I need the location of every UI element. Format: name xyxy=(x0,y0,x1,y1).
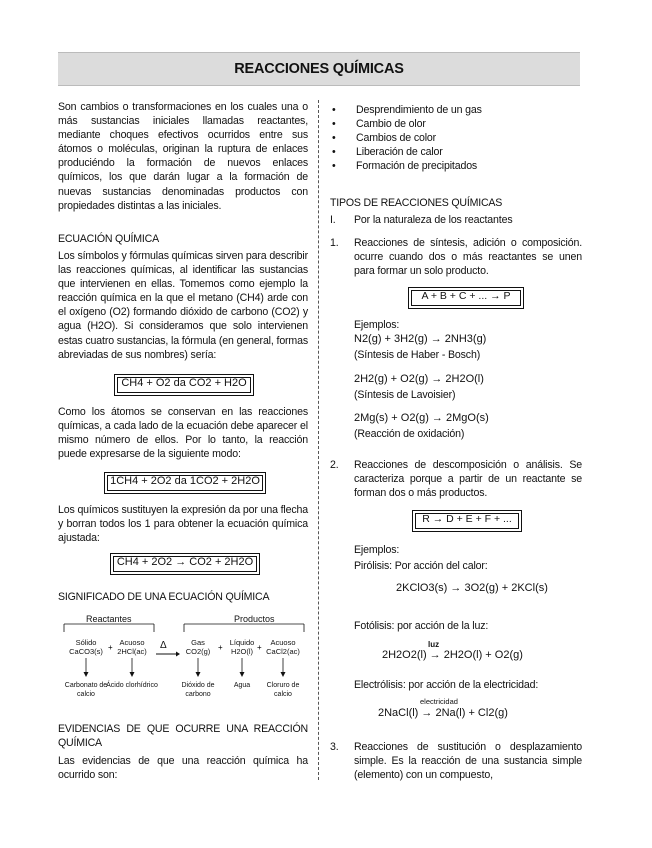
roman-text: Por la naturaleza de los reactantes xyxy=(354,214,513,226)
column-divider xyxy=(318,100,319,780)
equation-1: CH4 + O2 da CO2 + H2O xyxy=(121,377,247,389)
evidencias-heading: EVIDENCIAS DE QUE OCURRE UNA REACCIÓN QUÍMICA xyxy=(58,723,308,750)
item-formula: H2O(l) xyxy=(230,647,254,656)
pirolisis-equation: 2KClO3(s) → 3O2(g) + 2KCl(s) xyxy=(396,582,548,594)
item-state: Acuoso xyxy=(119,638,145,647)
ejemplos-label: Ejemplos: xyxy=(354,319,400,331)
section-number: 3. xyxy=(330,741,339,753)
evidencias-paragraph xyxy=(58,754,308,782)
synthesis-box xyxy=(408,287,524,309)
luz-label: luz xyxy=(428,640,440,649)
tipos-heading: TIPOS DE REACCIONES QUÍMICAS xyxy=(330,197,503,209)
section-2 xyxy=(330,458,582,500)
equation-box-3 xyxy=(110,553,260,575)
example-1-name: (Síntesis de Haber - Bosch) xyxy=(354,349,481,361)
quimicos-text: Los químicos sustituyen la expresión da por una flecha y borran todos los 1 para obtener la ecuación química ajustada: xyxy=(58,504,308,545)
significado-heading: SIGNIFICADO DE UNA ECUACIÓN QUÍMICA xyxy=(58,591,270,603)
list-item: • Desprendimiento de un gas xyxy=(330,103,582,117)
ecuacion-text: Los símbolos y fórmulas químicas sirven para describir las reacciones químicas, al identificar las sustancias que intervienen en ellas. Tomemos como ejemplo la reacción química en la que el metano (CH4) arde con el oxígeno (O2) formando dióxido de carbono (CO2) y agua (H2O). Si consideramos que solo intervienen estas cuatro sustancias, la fórmula (en general, formas abreviadas de sus nombres) sería: xyxy=(58,250,308,361)
reactantes-label: Reactantes xyxy=(86,614,132,624)
example-2-equation: 2H2(g) + O2(g) → 2H2O(l) xyxy=(354,373,484,385)
title-bar xyxy=(58,52,580,86)
electricidad-label: electricidad xyxy=(420,697,458,706)
item-state: Acuoso xyxy=(270,638,296,647)
decomposition-box xyxy=(412,510,522,532)
list-item: • Cambio de olor xyxy=(330,117,582,131)
equation-meaning-diagram xyxy=(58,610,308,706)
list-item: • Liberación de calor xyxy=(330,145,582,159)
svg-text:+: + xyxy=(108,643,113,652)
intro-paragraph xyxy=(58,100,308,213)
item-1-name: Carbonato de calcio xyxy=(64,682,108,698)
svg-text:+: + xyxy=(257,643,262,652)
conservation-paragraph xyxy=(58,405,308,461)
equation-box-1 xyxy=(114,374,254,396)
section-text: Reacciones de síntesis, adición o composición. ocurre cuando dos o más reactantes se unen para formar un solo producto. xyxy=(354,237,582,278)
heat-delta: Δ xyxy=(160,640,167,651)
section-number: 1. xyxy=(330,237,339,249)
item-3-name: Dióxido de carbono xyxy=(181,682,215,698)
example-3-equation: 2Mg(s) + O2(g) → 2MgO(s) xyxy=(354,412,489,424)
section-3 xyxy=(330,740,582,782)
roman-number: I. xyxy=(330,214,336,226)
intro-text: Son cambios o transformaciones en los cuales una o más sustancias iniciales llamadas reactantes, mediante choques efectivos ocurridos entre sus átomos o moléculas, originan la ruptura de enlaces produciéndo la formación de nuevos enlaces químicos, los que darán lugar a la formación de nuevas sustancias denominadas productos con propiedades distintas a las iniciales. xyxy=(58,101,308,212)
ecuacion-paragraph xyxy=(58,249,308,362)
item-state: Sólido xyxy=(75,638,97,647)
list-item: • Formación de precipitados xyxy=(330,159,582,173)
decomposition-formula: R → D + E + F + ... xyxy=(422,513,512,525)
example-3-name: (Reacción de oxidación) xyxy=(354,428,465,440)
equation-box-2 xyxy=(104,472,266,494)
item-formula: CaCO3(s) xyxy=(69,647,103,656)
fotolisis-label: Fotólisis: por acción de la luz: xyxy=(354,620,489,632)
item-formula: CO2(g) xyxy=(185,647,211,656)
example-1-equation: N2(g) + 3H2(g) → 2NH3(g) xyxy=(354,333,487,345)
synthesis-formula: A + B + C + ... → P xyxy=(421,290,511,302)
roman-item xyxy=(330,213,582,227)
section-text: Reacciones de sustitución o desplazamiento simple. Es la reacción de una sustancia simple (elemento) con un compuesto, xyxy=(354,741,582,782)
page-title: REACCIONES QUÍMICAS xyxy=(234,61,404,77)
list-item: • Cambios de color xyxy=(330,131,582,145)
equation-3: CH4 + 2O2 → CO2 + 2H2O xyxy=(116,556,254,568)
item-5-name: Cloruro de calcio xyxy=(266,682,300,698)
example-2-name: (Síntesis de Lavoisier) xyxy=(354,389,456,401)
electrolisis-equation: 2NaCl(l) → 2Na(l) + Cl2(g) xyxy=(378,707,508,719)
svg-text:+: + xyxy=(218,643,223,652)
quimicos-paragraph xyxy=(58,503,308,545)
productos-label: Productos xyxy=(234,614,275,624)
item-4-name: Agua xyxy=(233,682,251,689)
item-formula: CaCl2(ac) xyxy=(266,647,300,656)
equation-2: 1CH4 + 2O2 da 1CO2 + 2H2O xyxy=(110,475,260,487)
conservation-text: Como los átomos se conservan en las reacciones químicas, a cada lado de la ecuación debe aparecer el mismo número de ellos. Por lo tanto, la reacción puede expresarse de la siguiente modo: xyxy=(58,406,308,461)
item-2-name: Ácido clorhídrico xyxy=(106,682,158,689)
pirolisis-label: Pirólisis: Por acción del calor: xyxy=(354,560,488,572)
ejemplos-label-2: Ejemplos: xyxy=(354,544,400,556)
section-number: 2. xyxy=(330,459,339,471)
evidence-list xyxy=(330,103,582,173)
ecuacion-heading: ECUACIÓN QUÍMICA xyxy=(58,233,159,245)
item-formula: 2HCl(ac) xyxy=(117,647,147,656)
item-state: Líquido xyxy=(229,638,255,647)
evidencias-text: Las evidencias de que una reacción química ha ocurrido son: xyxy=(58,755,308,782)
item-state: Gas xyxy=(191,638,205,647)
electrolisis-label: Electrólisis: por acción de la electricidad: xyxy=(354,679,539,691)
section-text: Reacciones de descomposición o análisis. Se caracteriza porque a partir de un reactante se forman dos o más productos. xyxy=(354,459,582,500)
section-1 xyxy=(330,236,582,278)
fotolisis-equation: 2H2O2(l) → 2H2O(l) + O2(g) xyxy=(382,649,523,661)
